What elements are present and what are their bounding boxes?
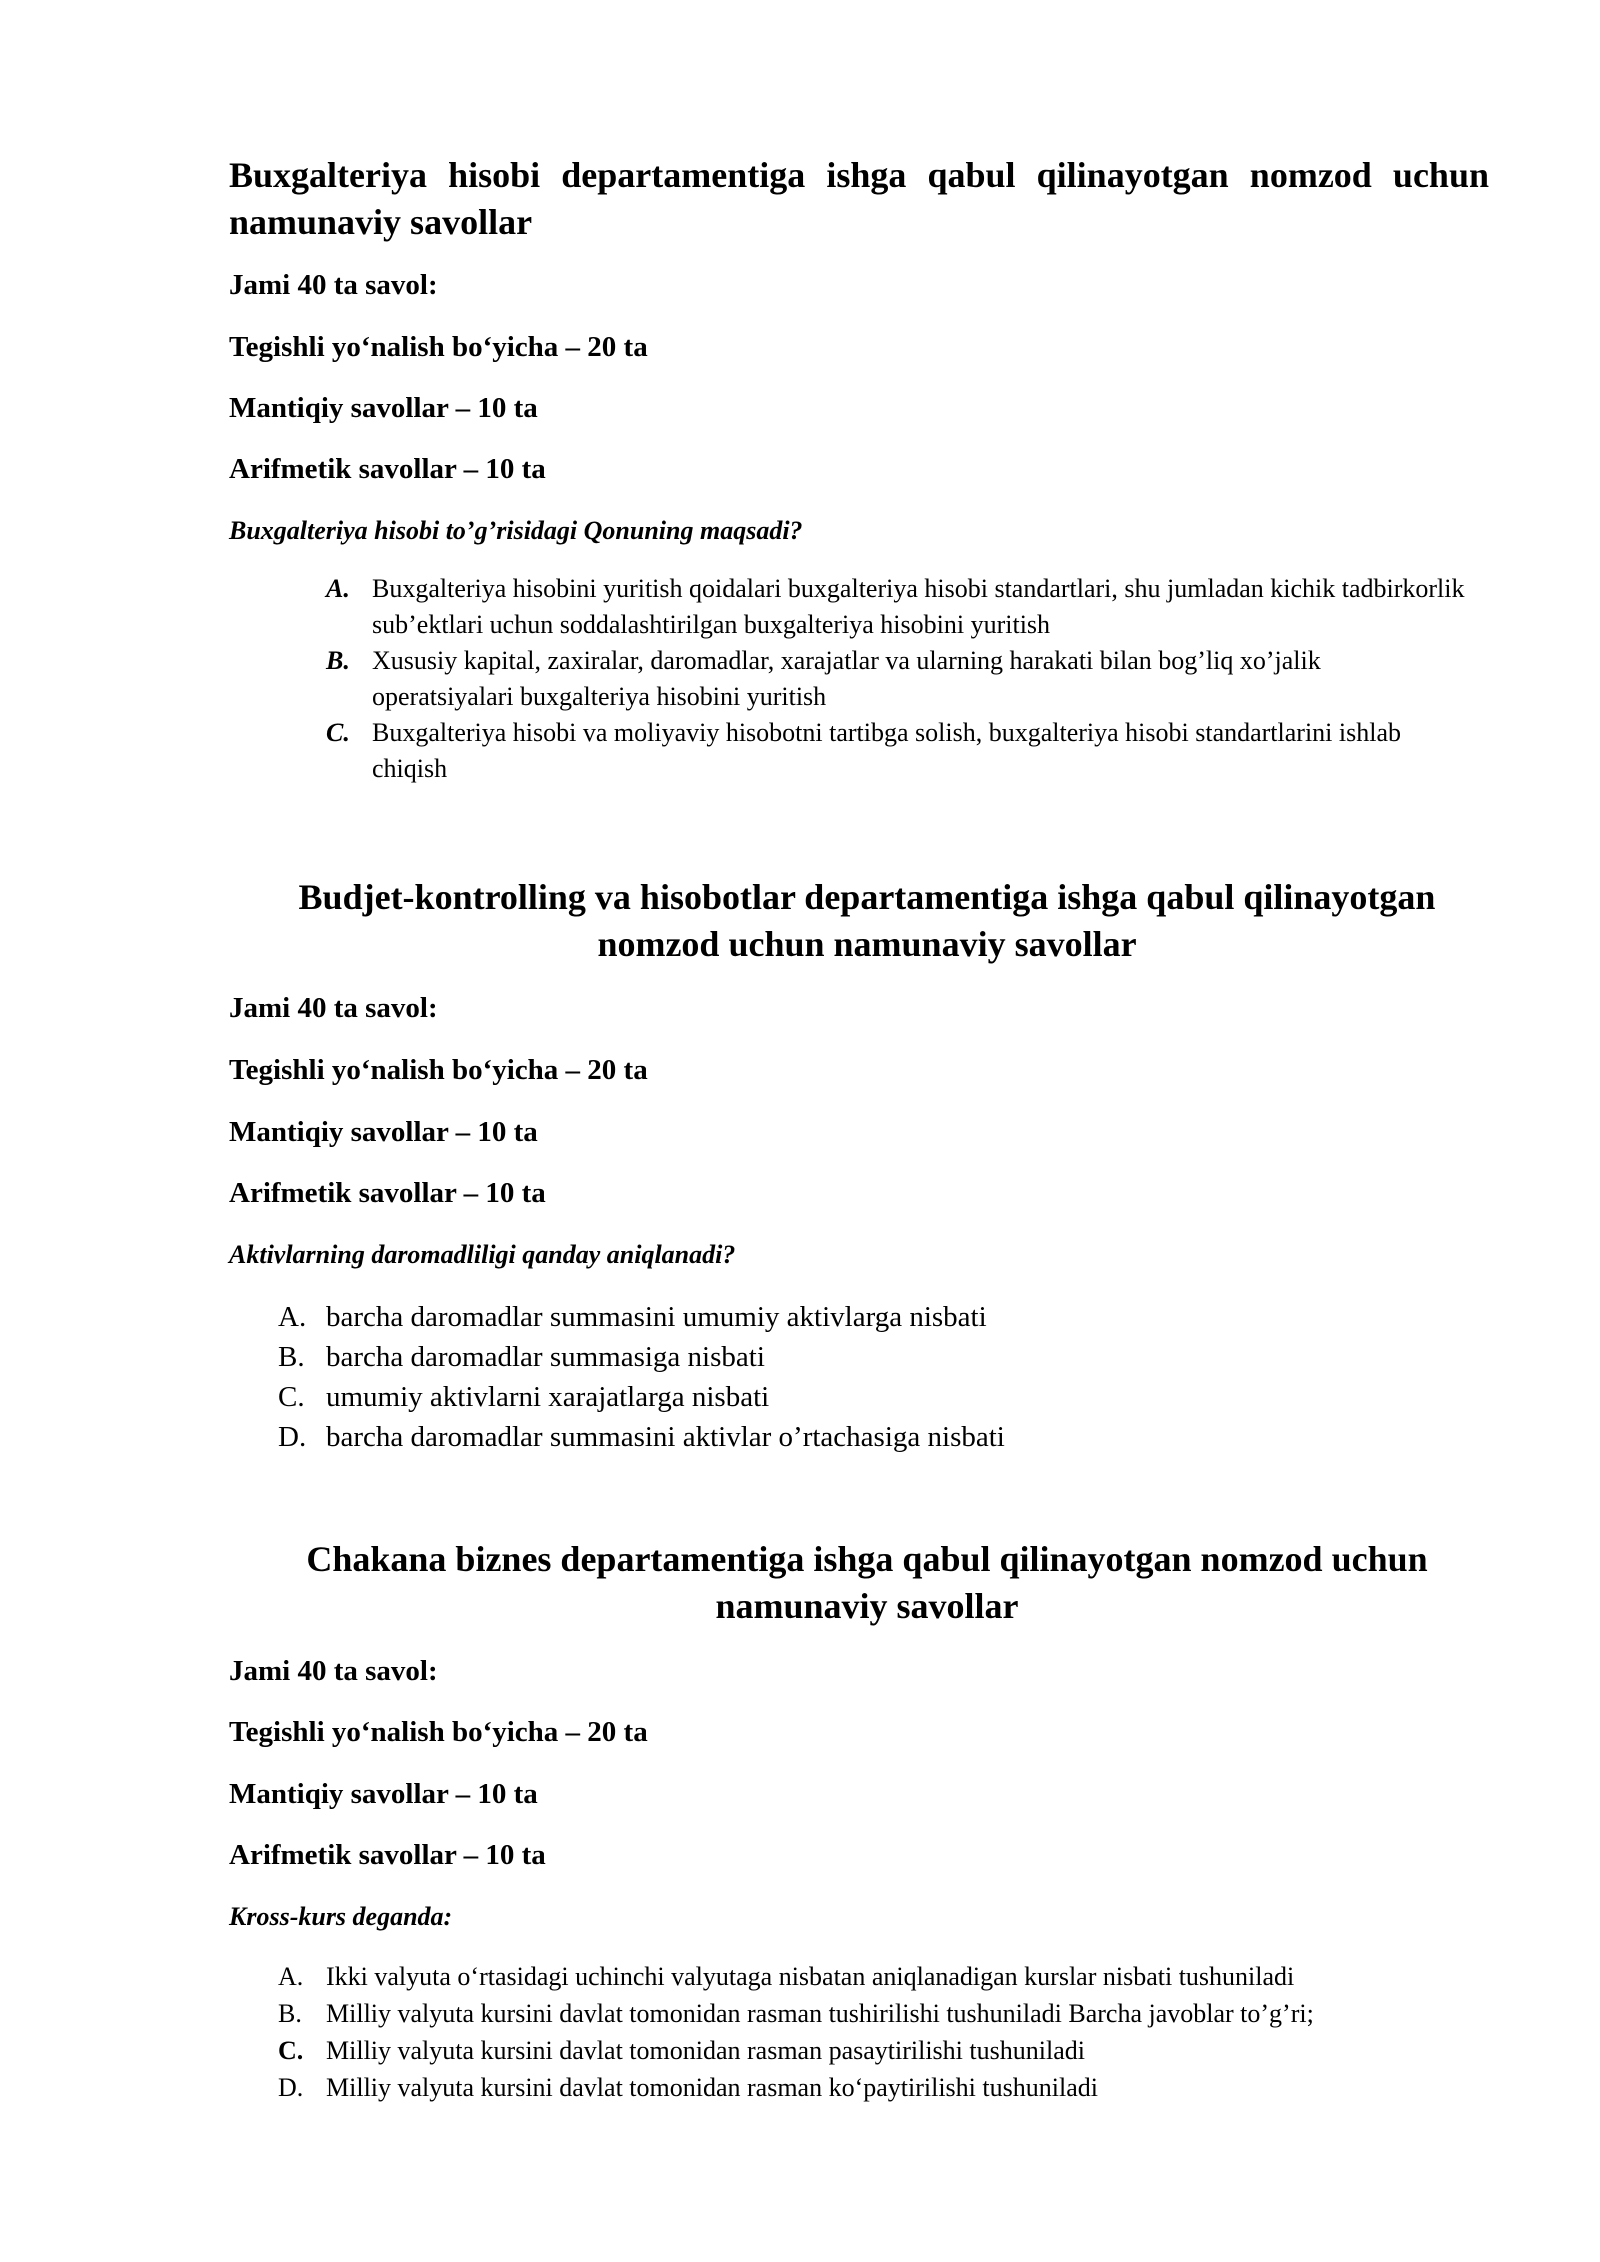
option-letter: C. (278, 1381, 305, 1413)
section-1-options (326, 571, 1466, 787)
option-c (326, 715, 1466, 787)
section-1-line-3: Arifmetik savollar – 10 ta (229, 453, 546, 485)
option-letter: A. (326, 574, 350, 603)
option-c (278, 1377, 1478, 1417)
section-2-options (278, 1297, 1478, 1457)
section-3-line-1: Tegishli yo‘nalish bo‘yicha – 20 ta (229, 1716, 648, 1748)
option-text: umumiy aktivlarni xarajatlarga nisbati (326, 1381, 770, 1413)
option-letter: B. (326, 646, 350, 675)
option-b (278, 1995, 1498, 2032)
section-3-title: Chakana biznes departamentiga ishga qabul qilinayotgan nomzod uchun namunaviy savollar (306, 1539, 1428, 1626)
option-text: barcha daromadlar summasini umumiy aktivlarga nisbati (326, 1301, 987, 1333)
option-d (278, 2069, 1498, 2106)
option-letter: A. (278, 1301, 307, 1333)
option-a (278, 1297, 1478, 1337)
option-b (278, 1337, 1478, 1377)
option-text: Buxgalteriya hisobi va moliyaviy hisobotni tartibga solish, buxgalteriya hisobi standartlarini ishlab chiqish (372, 718, 1402, 783)
option-b (326, 643, 1466, 715)
option-a (278, 1958, 1498, 1995)
section-2-title: Budjet-kontrolling va hisobotlar departamentiga ishga qabul qilinayotgan nomzod uchun namunaviy savollar (298, 877, 1436, 964)
section-1-line-2: Mantiqiy savollar – 10 ta (229, 392, 538, 424)
option-letter: D. (278, 2073, 304, 2102)
option-letter: A. (278, 1962, 304, 1991)
section-3-line-2: Mantiqiy savollar – 10 ta (229, 1778, 538, 1810)
section-2-line-1: Tegishli yo‘nalish bo‘yicha – 20 ta (229, 1054, 648, 1086)
option-letter: C. (326, 718, 350, 747)
section-1-question: Buxgalteriya hisobi to’g’risidagi Qonuning maqsadi? (229, 516, 803, 545)
section-3-line-3: Arifmetik savollar – 10 ta (229, 1839, 546, 1871)
option-text: Milliy valyuta kursini davlat tomonidan rasman tushirilishi tushuniladi Barcha javoblar to’g’ri; (326, 1999, 1314, 2028)
section-1-line-1: Tegishli yo‘nalish bo‘yicha – 20 ta (229, 331, 648, 363)
option-letter: C. (278, 2036, 304, 2065)
section-3-total: Jami 40 ta savol: (229, 1655, 438, 1687)
option-letter: D. (278, 1421, 307, 1453)
section-2-question: Aktivlarning daromadliligi qanday aniqlanadi? (229, 1240, 736, 1269)
option-letter: B. (278, 1999, 302, 2028)
option-text: Ikki valyuta o‘rtasidagi uchinchi valyutaga nisbatan aniqlanadigan kurslar nisbati tushuniladi (326, 1962, 1295, 1991)
section-3-question: Kross-kurs deganda: (229, 1902, 453, 1931)
option-text: Milliy valyuta kursini davlat tomonidan rasman ko‘paytirilishi tushuniladi (326, 2073, 1098, 2102)
option-text: barcha daromadlar summasiga nisbati (326, 1341, 765, 1373)
section-1-title: Buxgalteriya hisobi departamentiga ishga qabul qilinayotgan nomzod uchun namunaviy savollar (229, 155, 1489, 242)
option-text: Xususiy kapital, zaxiralar, daromadlar, xarajatlar va ularning harakati bilan bog’liq xo’jalik operatsiyalari buxgalteriya hisobini yuritish (372, 646, 1321, 711)
option-text: barcha daromadlar summasini aktivlar o’rtachasiga nisbati (326, 1421, 1005, 1453)
section-2-total: Jami 40 ta savol: (229, 992, 438, 1024)
section-2-line-3: Arifmetik savollar – 10 ta (229, 1177, 546, 1209)
option-text: Milliy valyuta kursini davlat tomonidan rasman pasaytirilishi tushuniladi (326, 2036, 1085, 2065)
section-3-options (278, 1958, 1498, 2106)
section-1-total: Jami 40 ta savol: (229, 269, 438, 301)
option-a (326, 571, 1466, 643)
option-text: Buxgalteriya hisobini yuritish qoidalari buxgalteriya hisobi standartlari, shu jumladan kichik tadbirkorlik sub’ektlari uchun soddalashtirilgan buxgalteriya hisobini yuritish (372, 574, 1465, 639)
option-d (278, 1417, 1478, 1457)
section-2-line-2: Mantiqiy savollar – 10 ta (229, 1116, 538, 1148)
option-letter: B. (278, 1341, 305, 1373)
option-c (278, 2032, 1498, 2069)
